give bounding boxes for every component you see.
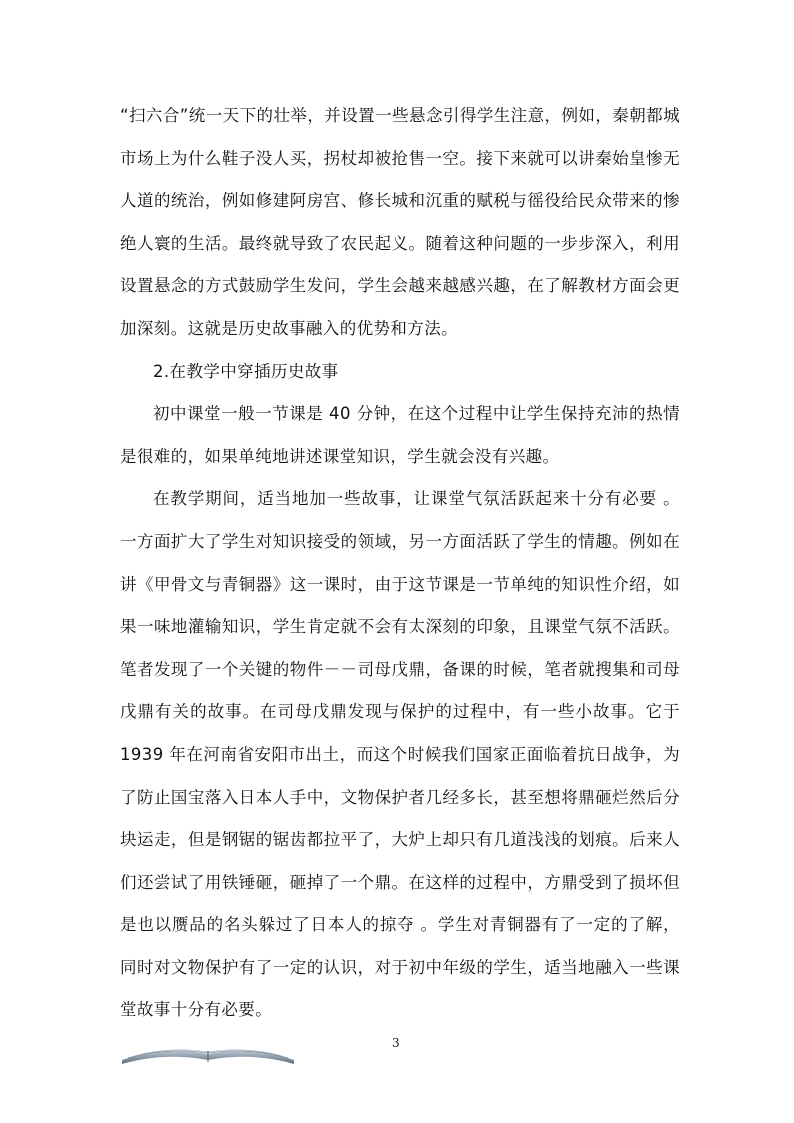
document-body: [120, 95, 680, 1032]
section-heading: 2.在教学中穿插历史故事: [153, 361, 339, 381]
paragraph-3: 在教学期间，适当地加一些故事，让课堂气氛活跃起来十分有必要 。一方面扩大了学生对知识接受的领域，另一方面活跃了学生的情趣。例如在讲《甲骨文与青铜器》这一课时，由于这节课是一节单纯的知识性介绍，如果一味地灌输知识，学生肯定就不会有太深刻的印象，且课堂气氛不活跃。笔者发现了一个关键的物件－－司母戊鼎，备课的时候，笔者就搜集和司母戊鼎有关的故事。在司母戊鼎发现与保护的过程中，有一些小故事。它于 1939 年在河南省安阳市出土，而这个时候我们国家正面临着抗日战争，为了防止国宝落入日本人手中，文物保护者几经多长，甚至想将鼎砸烂然后分块运走，但是钢锯的锯齿都拉平了，大炉上却只有几道浅浅的划痕。后来人们还尝试了用铁锤砸，砸掉了一个鼎。在这样的过程中，方鼎受到了损坏但是也以赝品的名头躲过了日本人的掠夺 。学生对青铜器有了一定的了解，同时对文物保护有了一定的认识，对于初中年级的学生，适当地融入一些课堂故事十分有必要。: [120, 489, 680, 1020]
page-number: 3: [392, 1036, 400, 1050]
paragraph-2: 初中课堂一般一节课是 40 分钟，在这个过程中让学生保持充沛的热情是很难的，如果单纯地讲述课堂知识，学生就会没有兴趣。: [120, 404, 680, 466]
paragraph-1: “扫六合”统一天下的壮举，并设置一些悬念引得学生注意，例如，秦朝都城市场上为什么鞋子没人买，拐杖却被抢售一空。接下来就可以讲秦始皇惨无人道的统治，例如修建阿房宫、修长城和沉重的赋税与徭役给民众带来的惨绝人寰的生活。最终就导致了农民起义。随着这种问题的一步步深入，利用设置悬念的方式鼓励学生发问，学生会越来越感兴趣，在了解教材方面会更加深刻。这就是历史故事融入的优势和方法。: [120, 106, 680, 338]
open-book-icon: [118, 1040, 298, 1066]
